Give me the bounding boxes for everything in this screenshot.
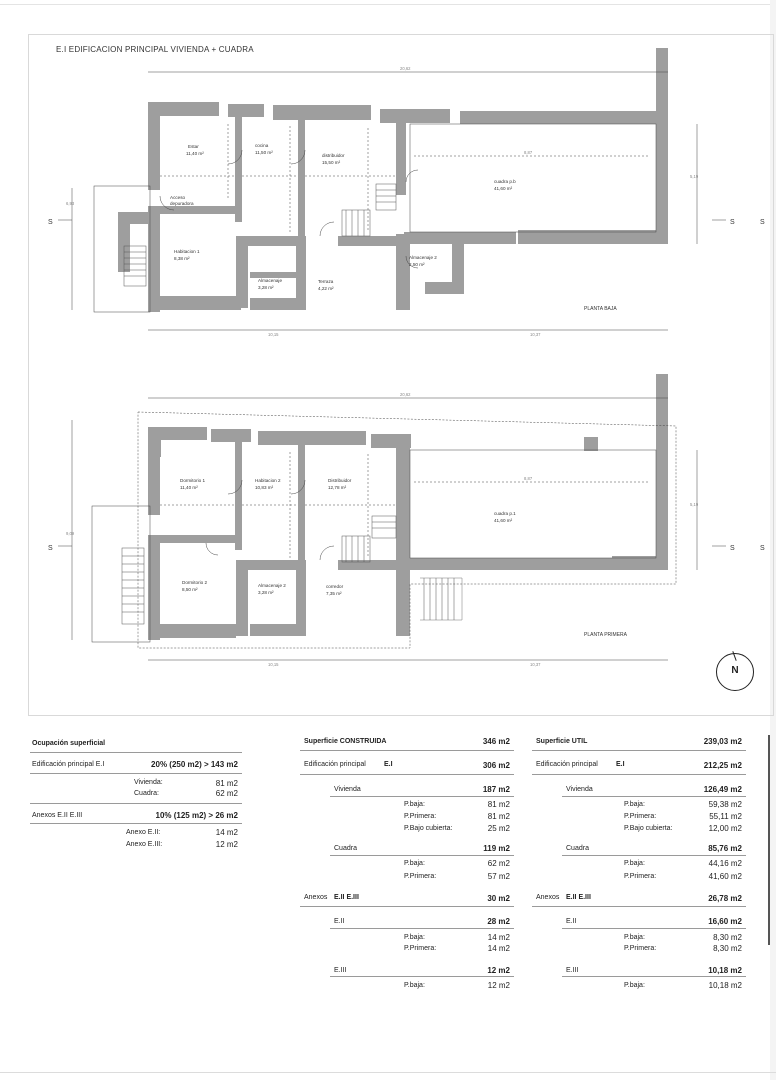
gf-room-habitacion-name: Habitacion 1 (174, 249, 200, 254)
gf-wall-int-2 (298, 117, 305, 237)
ff-wall-int-4 (148, 535, 238, 543)
gf-stairs (124, 184, 396, 286)
construida-principal-value: 306 m2 (482, 761, 510, 770)
gf-room-cuadra-area: 41,60 m² (494, 186, 513, 191)
gf-room-estar-area: 11,40 m² (186, 151, 204, 156)
gf-wall-int-7 (236, 244, 248, 308)
ff-wall-top-5 (371, 434, 411, 448)
gf-dim-cuadra-w-txt: 8,87 (524, 150, 533, 155)
ff-room-distribuidor-area: 12,78 m² (328, 485, 347, 490)
ff-wall-top-3 (211, 429, 251, 442)
gf-room-terraza-area: 4,22 m² (318, 286, 334, 291)
ocupacion-anexo-e3-label: Anexo E.III: (126, 841, 163, 848)
gf-wall-int-10 (452, 244, 464, 294)
gf-wall-top-4 (273, 105, 371, 120)
util-e2-pbaja-label: P.baja: (624, 934, 645, 941)
gf-wall-top-5 (380, 109, 450, 123)
ff-wall-int-3 (396, 446, 410, 570)
util-e2-value: 16,60 m2 (708, 917, 742, 926)
util-e3-pbaja-label: P.baja: (624, 982, 645, 989)
ff-wall-left-1 (148, 427, 160, 515)
gf-room-acceso-sub: depuradora (170, 201, 194, 206)
ff-door-4 (320, 546, 334, 560)
util-e2-label: E.II (566, 918, 577, 925)
construida-vivienda-pprimera-value: 81 m2 (487, 812, 510, 821)
plan-title: E.I EDIFICACION PRINCIPAL VIVIENDA + CUADRA (56, 45, 254, 54)
ff-wall-top-4 (258, 431, 366, 445)
gf-room-almacenaje-name: Almacenaje (258, 278, 283, 283)
gf-dim-cuadra-h-txt: 5,19 (690, 174, 699, 179)
gf-wall-right (656, 48, 668, 244)
ff-room-corredor-name: corredor (326, 584, 344, 589)
construida-principal-label: Edificación principal (304, 761, 366, 768)
ff-wall-int-1 (235, 440, 242, 550)
ff-room-cuadra-name: cuadra p.1 (494, 511, 516, 516)
util-anexos-label: Anexos (536, 894, 560, 901)
construida-cuadra-pprimera-label: P.Primera: (404, 873, 437, 880)
construida-cuadra-pbaja-label: P.baja: (404, 860, 425, 867)
ff-room-dorm1-area: 11,40 m² (180, 485, 198, 490)
ff-section-s-right: S (730, 545, 735, 552)
util-vivienda-pbaja-label: P.baja: (624, 801, 645, 808)
gf-room-distribuidor-name: distribuidor (322, 153, 345, 158)
construida-vivienda-pbajocub-value: 25 m2 (487, 824, 510, 833)
gf-floor-label: PLANTA BAJA (584, 306, 617, 312)
gf-room-almacenaje2-area: 2,50 m² (409, 262, 425, 267)
gf-door-4 (320, 222, 334, 236)
construida-vivienda-label: Vivienda (334, 786, 361, 793)
gf-wall-int-3 (396, 120, 406, 195)
gf-wall-int-6 (148, 206, 238, 214)
ff-room-dorm2-area: 8,50 m² (182, 587, 198, 592)
ff-dim-right-txt: 10,37 (530, 662, 541, 667)
ocupacion-vivienda-label: Vivienda: (134, 779, 163, 786)
gf-dim-left-txt: 10,15 (268, 332, 279, 337)
construida-total: 346 m2 (482, 737, 510, 746)
bottom-divider (0, 1072, 776, 1073)
construida-anexos-value: 30 m2 (487, 894, 510, 903)
ff-room-cuadra-area: 41,60 m² (494, 518, 513, 523)
construida-title: Superficie CONSTRUIDA (304, 738, 387, 745)
ff-wall-top-6 (584, 437, 598, 451)
ff-wall-right (656, 374, 668, 570)
ff-wall-int-7 (236, 568, 248, 636)
construida-cuadra-value: 119 m2 (483, 844, 510, 853)
ff-wall-int-2 (298, 444, 305, 564)
right-border-mark (768, 735, 770, 945)
construida-e2-pprimera-value: 14 m2 (487, 944, 510, 953)
util-vivienda-pprimera-value: 55,11 m2 (709, 812, 742, 821)
ff-room-hab2-area: 10,83 m² (255, 485, 274, 490)
ocupacion-anexo-e3-value: 12 m2 (215, 840, 238, 849)
ff-wall-bottom-3 (396, 560, 410, 636)
ocupacion-vivienda-value: 81 m2 (215, 779, 238, 788)
construida-cuadra-pprimera-value: 57 m2 (487, 872, 510, 881)
util-vivienda-pprimera-label: P.Primera: (624, 813, 657, 820)
construida-e3-label: E.III (334, 967, 347, 974)
gf-door-5 (406, 170, 418, 182)
ocupacion-anexos-value: 10% (125 m2) > 26 m2 (155, 811, 238, 820)
construida-vivienda-value: 187 m2 (482, 785, 510, 794)
ocupacion-principal-value: 20% (250 m2) > 143 m2 (151, 760, 238, 769)
construida-table (300, 736, 514, 992)
ff-room-hab2-name: Habitacion 2 (255, 478, 281, 483)
ff-room-dorm1-name: Dormitorio 1 (180, 478, 206, 483)
util-principal-tag: E.I (616, 761, 625, 768)
ff-annex-outline (92, 506, 150, 642)
util-vivienda-pbaja-value: 59,38 m2 (708, 800, 742, 809)
ocupacion-anexos-label: Anexos E.II E.III (32, 812, 83, 819)
ff-room-dorm2-name: Dormitorio 2 (182, 580, 208, 585)
ocupacion-cuadra-label: Cuadra: (134, 790, 159, 797)
util-vivienda-label: Vivienda (566, 786, 593, 793)
util-e3-pbaja-value: 10,18 m2 (708, 981, 742, 990)
gf-dim-right-txt: 10,37 (530, 332, 541, 337)
util-anexos-value: 26,78 m2 (708, 894, 742, 903)
gf-wall-bottom-4 (404, 232, 516, 244)
construida-vivienda-pbajocub-label: P.Bajo cubierta: (404, 825, 453, 832)
gf-room-terraza-name: Terraza (318, 279, 334, 284)
ff-room-corredor-area: 7,35 m² (326, 591, 342, 596)
ff-dim-cuadra-w-txt: 8,87 (524, 476, 533, 481)
gf-dim-total-txt: 20,62 (400, 66, 411, 71)
util-cuadra-pprimera-value: 41,60 m2 (708, 872, 742, 881)
gf-room-almacenaje-area: 3,28 m² (258, 285, 274, 290)
ff-dim-height-txt: 9,09 (66, 531, 75, 536)
util-cuadra-pprimera-label: P.Primera: (624, 873, 657, 880)
util-e2-pbaja-value: 8,30 m2 (713, 933, 742, 942)
construida-anexos-label: Anexos (304, 894, 328, 901)
gf-room-cocina-area: 11,50 m² (255, 150, 273, 155)
util-cuadra-pbaja-label: P.baja: (624, 860, 645, 867)
ff-room-almacenaje2-area: 3,28 m² (258, 590, 274, 595)
construida-e2-pprimera-label: P.Primera: (404, 945, 437, 952)
util-table (532, 736, 746, 992)
ff-room-almacenaje2-name: Almacenaje 2 (258, 583, 286, 588)
construida-cuadra-pbaja-value: 62 m2 (487, 859, 510, 868)
construida-e3-value: 12 m2 (487, 966, 510, 975)
util-e2-pprimera-label: P.Primera: (624, 945, 657, 952)
gf-wall-top-3 (228, 104, 264, 117)
ff-dim-total-txt: 20,62 (400, 392, 411, 397)
gf-room-acceso-name: Acceso (170, 195, 186, 200)
gf-wall-int-1 (235, 112, 242, 222)
gf-room-cocina-name: cocina (255, 143, 269, 148)
construida-principal-tag: E.I (384, 761, 393, 768)
ff-dim-cuadra-h-txt: 5,19 (690, 502, 699, 507)
ocupacion-anexo-e2-value: 14 m2 (215, 828, 238, 837)
util-e3-value: 10,18 m2 (708, 966, 742, 975)
util-vivienda-pbajocub-label: P.Bajo cubierta: (624, 825, 673, 832)
gf-dim-height-txt: 6,93 (66, 201, 75, 206)
construida-cuadra-label: Cuadra (334, 845, 357, 852)
ocupacion-title: Ocupación superficial (32, 740, 106, 747)
north-arrow-icon (716, 653, 754, 691)
ocupacion-principal-label: Edificación principal E.I (32, 761, 105, 768)
util-vivienda-value: 126,49 m2 (703, 785, 742, 794)
north-label: N (731, 665, 739, 676)
util-title: Superficie UTIL (536, 738, 588, 745)
construida-e2-pbaja-label: P.baja: (404, 934, 425, 941)
ff-wall-bottom-4 (404, 558, 612, 570)
construida-e2-pbaja-value: 14 m2 (487, 933, 510, 942)
construida-e3-pbaja-label: P.baja: (404, 982, 425, 989)
ocupacion-anexo-e2-label: Anexo E.II: (126, 829, 161, 836)
gf-room-estar-name: Estar (188, 144, 199, 149)
ff-dim-left-txt: 10,15 (268, 662, 279, 667)
gf-cuadra-outline (410, 124, 656, 232)
gf-section-s-left: S (48, 219, 53, 226)
ff-wall-bottom-1 (148, 624, 236, 638)
gf-room-almacenaje2-name: Almacenaje 2 (409, 255, 437, 260)
construida-e2-label: E.II (334, 918, 345, 925)
util-anexos-tag: E.II E.III (566, 894, 591, 901)
construida-e3-pbaja-value: 12 m2 (487, 981, 510, 990)
util-cuadra-pbaja-value: 44,16 m2 (708, 859, 742, 868)
ff-cuadra-outline (410, 450, 656, 558)
util-total: 239,03 m2 (703, 737, 742, 746)
ff-wall-int-8 (296, 568, 306, 630)
gf-wall-bottom-1 (148, 296, 241, 310)
ff-room-distribuidor-name: Distribuidor (328, 478, 352, 483)
gf-wall-left-1 (148, 102, 160, 190)
gf-room-cuadra-name: cuadra p.b (494, 179, 516, 184)
util-cuadra-label: Cuadra (566, 845, 589, 852)
construida-e2-value: 28 m2 (487, 917, 510, 926)
gf-wall-int-5 (338, 236, 406, 246)
ff-floor-label: PLANTA PRIMERA (584, 632, 627, 638)
util-principal-label: Edificación principal (536, 761, 598, 768)
ff-wall-int-6 (338, 560, 406, 570)
gf-section-s-right: S (730, 219, 735, 226)
util-vivienda-pbajocub-value: 12,00 m2 (708, 824, 742, 833)
ocupacion-cuadra-value: 62 m2 (215, 789, 238, 798)
ff-door-3 (206, 543, 218, 555)
construida-vivienda-pprimera-label: P.Primera: (404, 813, 437, 820)
util-cuadra-value: 85,76 m2 (708, 844, 742, 853)
construida-vivienda-pbaja-label: P.baja: (404, 801, 425, 808)
construida-vivienda-pbaja-value: 81 m2 (487, 800, 510, 809)
gf-section-s-far-right: S (760, 219, 765, 226)
util-e2-pprimera-value: 8,30 m2 (713, 944, 742, 953)
util-principal-value: 212,25 m2 (703, 761, 742, 770)
construida-anexos-tag: E.II E.III (334, 894, 359, 901)
ff-section-s-left: S (48, 545, 53, 552)
util-e3-label: E.III (566, 967, 579, 974)
gf-room-distribuidor-area: 15,50 m² (322, 160, 341, 165)
ocupacion-table (30, 738, 242, 858)
ff-section-s-far-right: S (760, 545, 765, 552)
gf-wall-top-6 (460, 111, 657, 124)
gf-room-habitacion-area: 8,38 m² (174, 256, 190, 261)
